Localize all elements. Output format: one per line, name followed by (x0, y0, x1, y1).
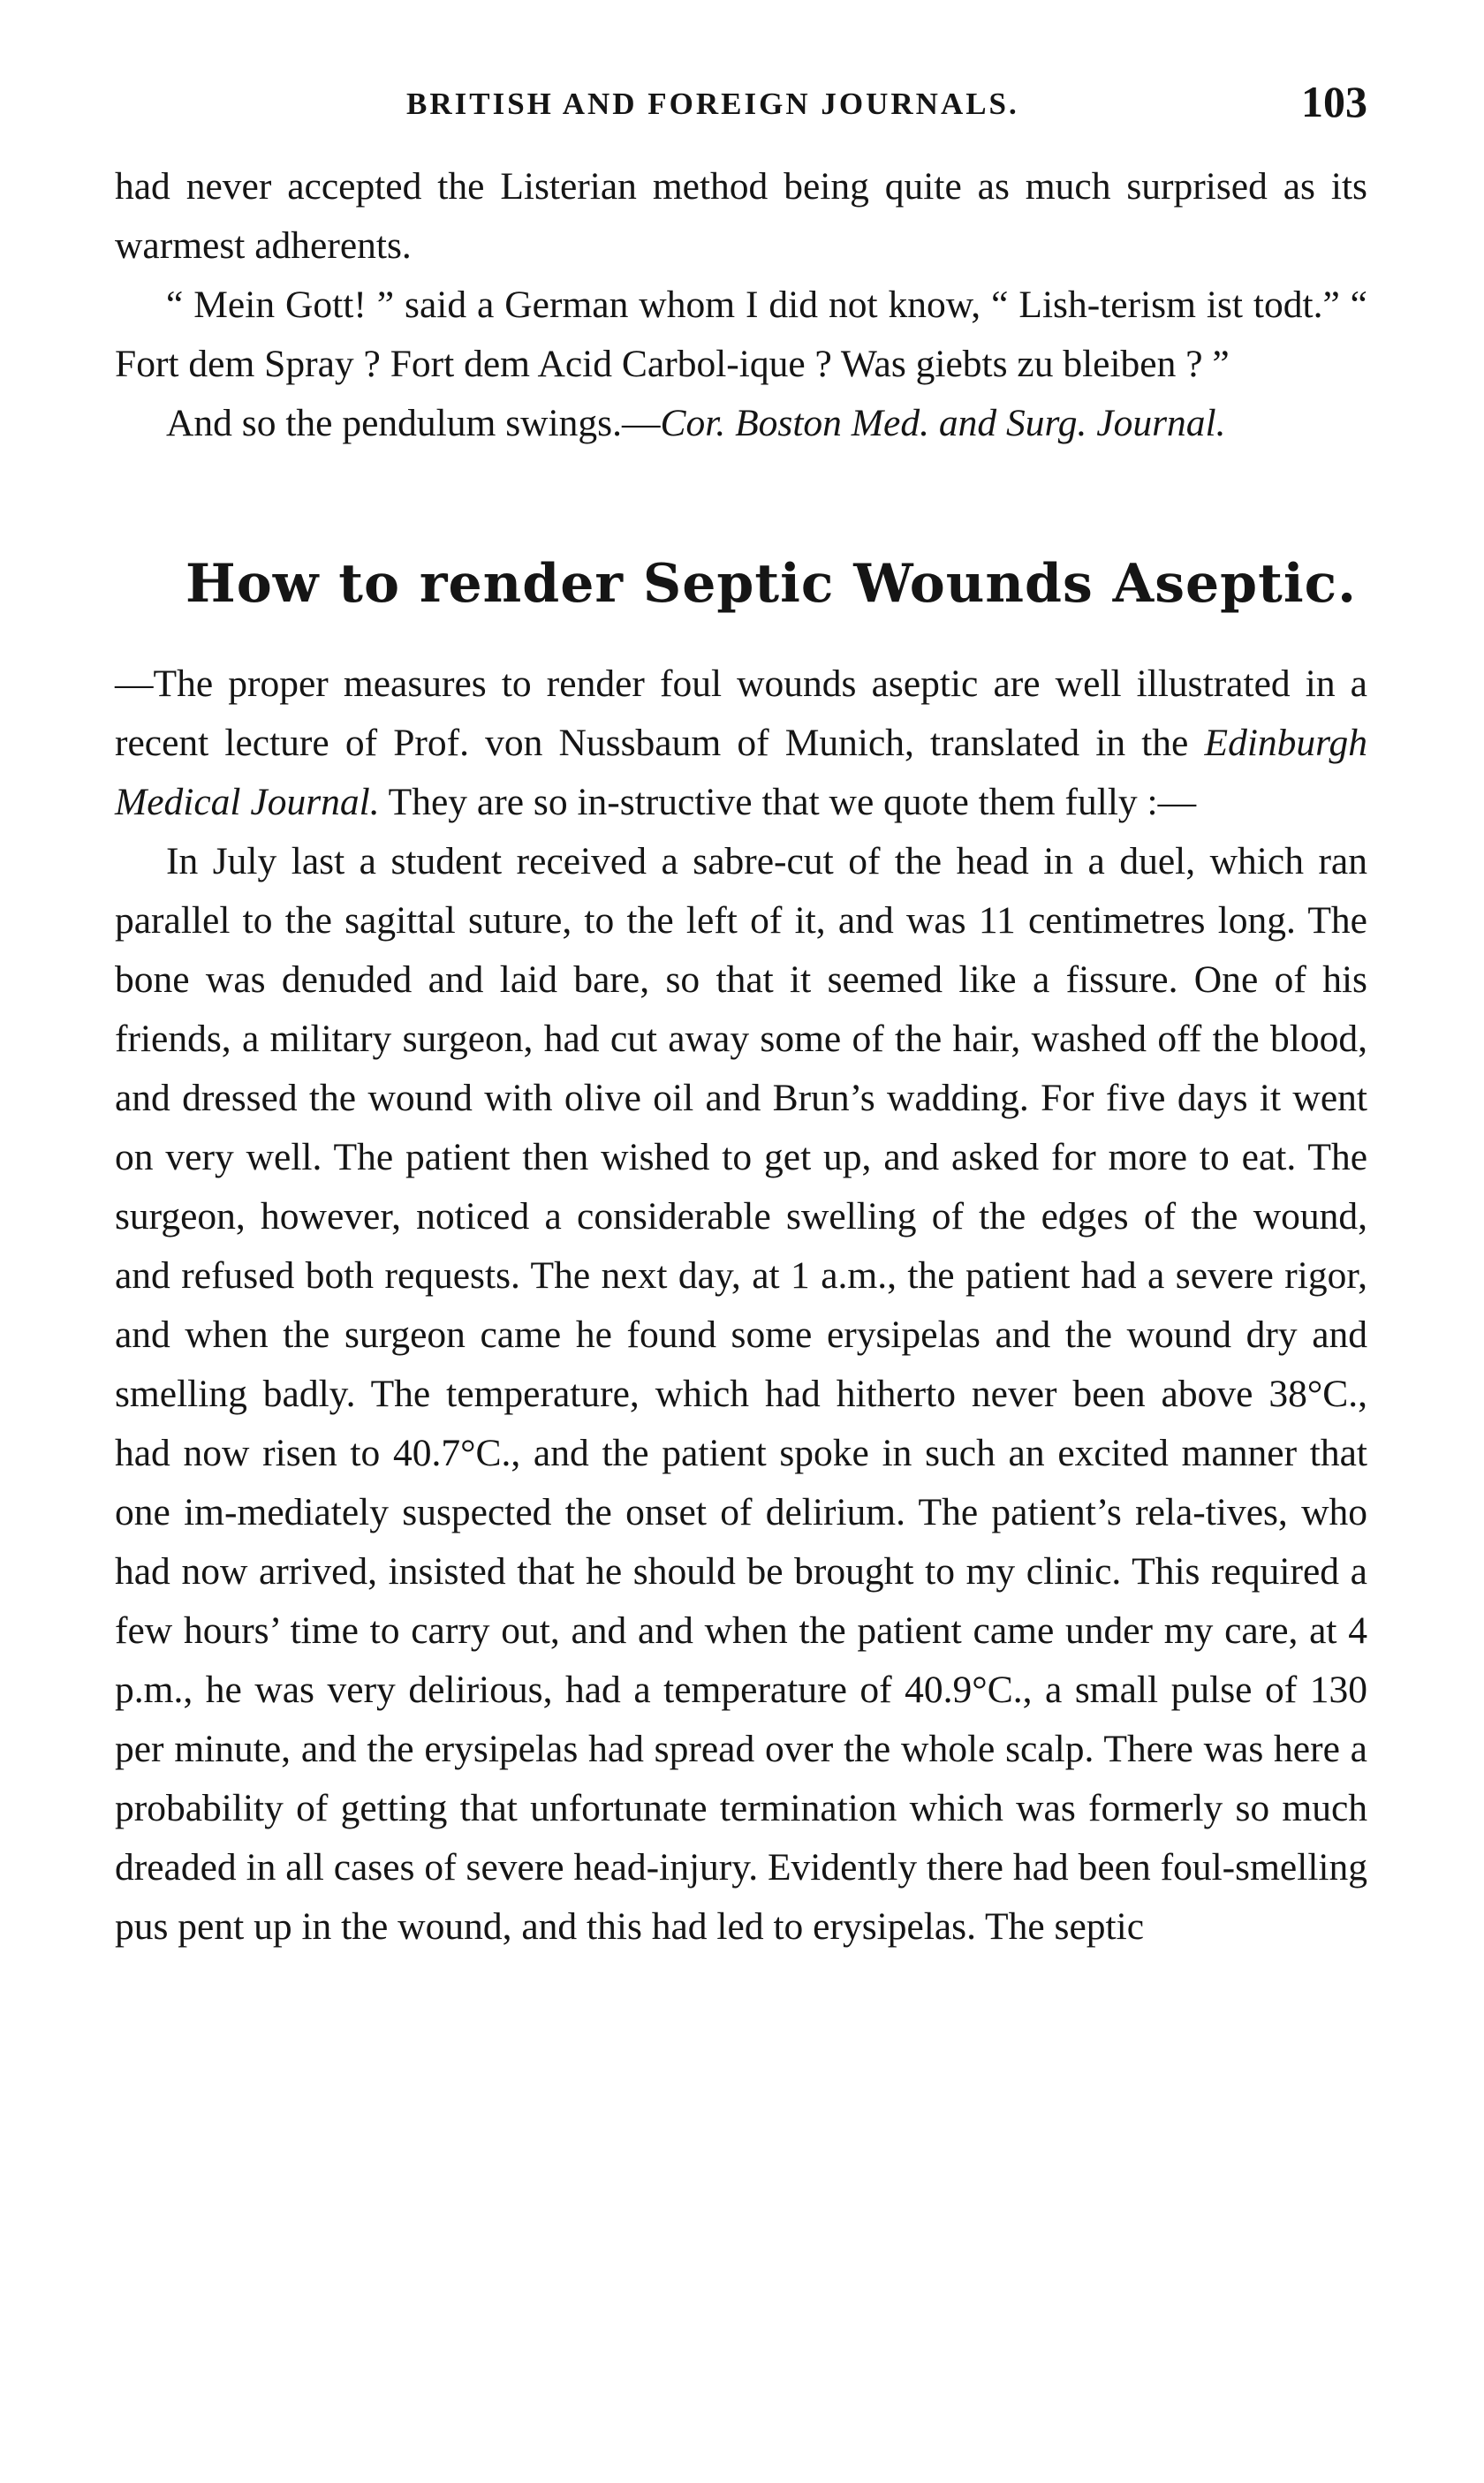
running-title: BRITISH AND FOREIGN JOURNALS. (406, 87, 1019, 121)
paragraph-pendulum (115, 394, 1367, 453)
section-introduction (115, 655, 1367, 832)
paragraph-listerian: had never accepted the Listerian method being quite as much surprised as its warmest adherents. (115, 165, 1367, 267)
case-report: In July last a student received a sabre-cut of the head in a duel, which ran parallel to the sagittal suture, to the left of it, and was 11 centimetres long. The bone was denuded and laid bare, so that it seemed like a fissure. One of his friends, a military surgeon, had cut away some of the hair, washed off the blood, and dressed the wound with olive oil and Brun’s wadding. For five days it went on very well. The patient then wished to get up, and asked for more to eat. The surgeon, however, noticed a considerable swelling of the edges of the wound, and refused both requests. The next day, at 1 a.m., the patient had a severe rigor, and when the surgeon came he found some erysipelas and the wound dry and smelling badly. The temperature, which had hitherto never been above 38°C., had now risen to 40.7°C., and the patient spoke in such an excited manner that one im-mediately suspected the onset of delirium. The patient’s rela-tives, who had now arrived, insisted that he should be brought to my clinic. This required a few hours’ time to carry out, and and when the patient came under my care, at 4 p.m., he was very delirious, had a temperature of 40.9°C., a small pulse of 130 per minute, and the erysipelas had spread over the whole scalp. There was here a probability of getting that unfortunate termination which was formerly so much dreaded in all cases of severe head-injury. Evidently there had been foul-smelling pus pent up in the wound, and this had led to erysipelas. The septic (115, 840, 1367, 1949)
pendulum-text: And so the pendulum swings.— (166, 402, 661, 444)
section-septic-wounds (115, 549, 1367, 1957)
source-citation: Cor. Boston Med. and Surg. Journal. (660, 402, 1226, 444)
intro-text-first: —The proper measures to render foul wounds aseptic are well illustrated in a recent lecture of Prof. von Nussbaum of Munich, translated in the (115, 662, 1367, 765)
page-number: 103 (1301, 77, 1367, 126)
paragraph-german-quote: “ Mein Gott! ” said a German whom I did not know, “ Lish-terism ist todt.” “ Fort dem Spray ? Fort dem Acid Carbol-ique ? Was giebts zu bleiben ? ” (115, 284, 1367, 385)
running-header (115, 71, 1367, 141)
article-text (115, 157, 1367, 1957)
journal-title: Edinburgh Medical Journal. (115, 722, 1367, 824)
section-heading: How to render Septic Wounds Aseptic. (186, 553, 1358, 615)
intro-text-second: They are so in-structive that we quote them fully :— (379, 781, 1197, 824)
